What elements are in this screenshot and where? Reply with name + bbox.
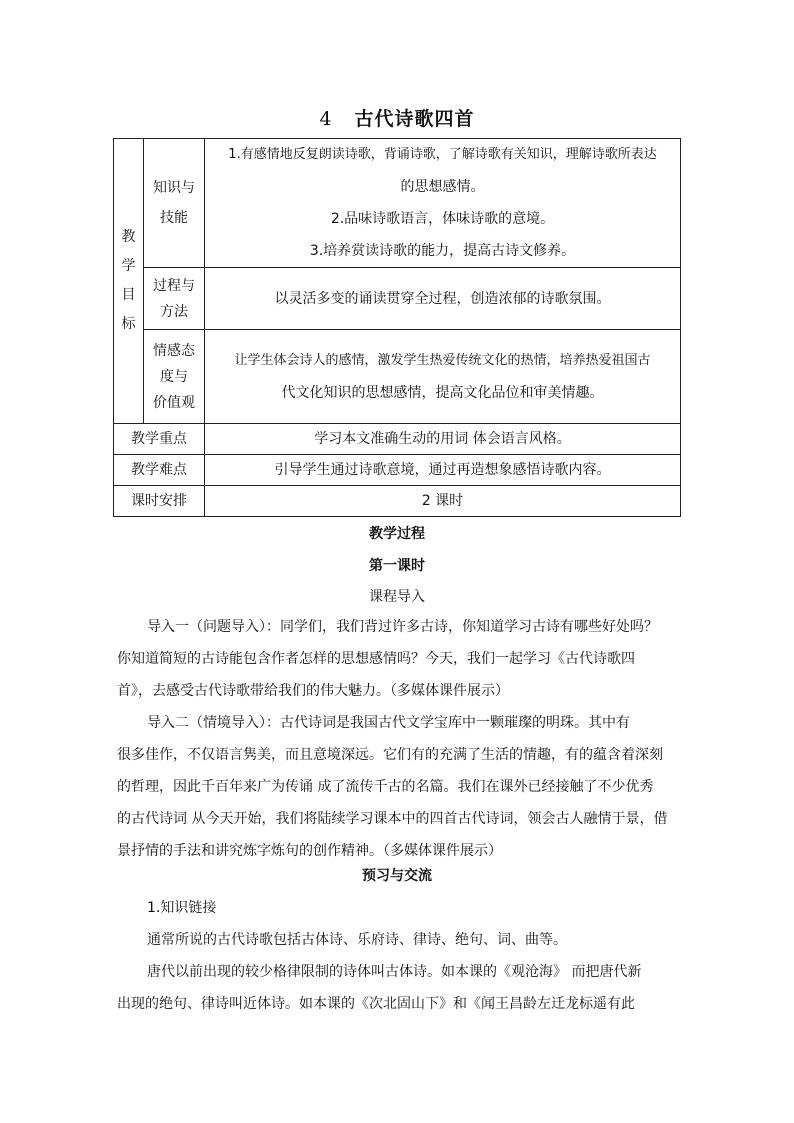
page-title [0,104,794,131]
lesson-number: 4 [319,108,333,130]
preview-heading: 预习与交流 [362,868,432,884]
knowledge-link-item: 1.知识链接 [147,900,217,916]
knowledge-skills-label: 知识与 技能 [144,139,205,268]
teaching-goals-label: 教 学 目 标 [114,139,144,424]
intro-two-paragraph: 导入二（情境导入）：古代诗词是我国古代文学宝库中一颗璀璨的明珠。其中有 很多佳作，不仅语言隽美，而且意境深远。它们有的充满了生活的情趣，有的蕴含着深刻 的哲理，因此千百年来广为传诵 成了流传千古的名篇。我们在课外已经接触了不少优秀 的古代诗词 从今天开始，我们将陆续学习课本中的四首古代诗词，领会古人融情于景，借 景抒情的手法和讲究炼字炼句的创作精神。（多媒体课件展示） [117,715,668,859]
key-points-content: 学习本文准确生动的用词 体会语言风格。 [205,424,681,455]
schedule-content: 2 课时 [205,486,681,517]
intro-one-paragraph: 导入一（问题导入）：同学们，我们背过许多古诗，你知道学习古诗有哪些好处吗？ 你知道简短的古诗能包含作者怎样的思想感情吗？今天，我们一起学习《古代诗歌四 首》，去感受古代诗歌带给我们的伟大魅力。（多媒体课件展示） [117,619,658,699]
teaching-goals-table [113,138,681,517]
poetry-types-paragraph: 通常所说的古代诗歌包括古体诗、乐府诗、律诗、绝句、词、曲等。 [147,932,567,948]
process-method-content: 以灵活多变的诵读贯穿全过程，创造浓郁的诗歌氛围。 [205,268,681,330]
schedule-label: 课时安排 [114,486,205,517]
intro-heading: 课程导入 [369,589,425,605]
lesson-title: 古代诗歌四首 [354,108,475,130]
difficulty-content: 引导学生通过诗歌意境，通过再造想象感悟诗歌内容。 [205,455,681,486]
ancient-poetry-paragraph: 唐代以前出现的较少格律限制的诗体叫古体诗。如本课的《观沧海》 而把唐代新 出现的绝句、律诗叫近体诗。如本课的《次北固山下》和《闻王昌龄左迁龙标遥有此 [117,964,642,1012]
emotion-values-label: 情感态 度与 价值观 [144,330,205,424]
lesson-heading: 第一课时 [369,558,425,574]
knowledge-skills-content: 1.有感情地反复朗读诗歌，背诵诗歌，了解诗歌有关知识，理解诗歌所表达 的思想感情。 2.品味诗歌语言，体味诗歌的意境。 3.培养赏读诗歌的能力，提高古诗文修养。 [205,139,681,268]
difficulty-label: 教学难点 [114,455,205,486]
section-heading-process: 教学过程 [369,526,425,542]
process-method-label: 过程与 方法 [144,268,205,330]
emotion-values-content: 让学生体会诗人的感情，激发学生热爱传统文化的热情，培养热爱祖国古 代文化知识的思想感情，提高文化品位和审美情趣。 [205,330,681,424]
key-points-label: 教学重点 [114,424,205,455]
